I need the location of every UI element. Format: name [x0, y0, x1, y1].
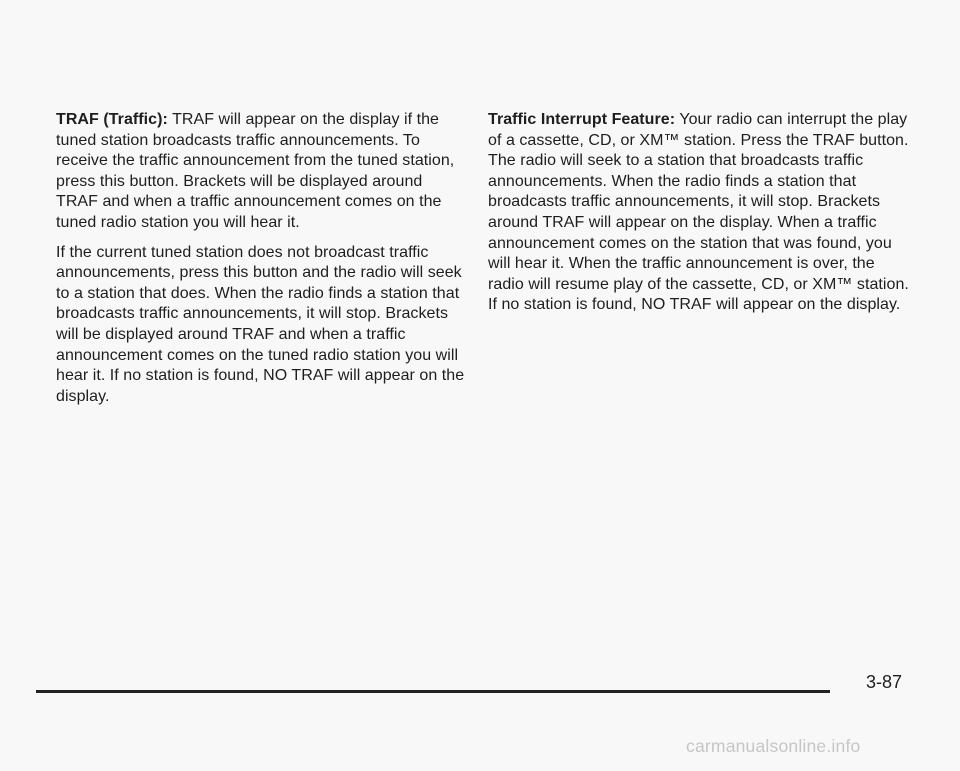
traf-term: TRAF (Traffic): [56, 111, 168, 128]
traf-description: TRAF will appear on the display if the tuned station broadcasts traffic announcements. To receive the traffic announcement from the tuned station, press this button. Brackets will be displayed around TRAF and when a traffic announcement comes on the tuned radio station you will hear it. [56, 111, 455, 231]
watermark-text: carmanualsonline.info [686, 736, 861, 756]
page-number: 3-87 [866, 672, 903, 692]
traffic-interrupt-term: Traffic Interrupt Feature: [488, 111, 676, 128]
right-column [488, 110, 914, 325]
traffic-interrupt-paragraph [488, 110, 914, 316]
traf-seek-paragraph: If the current tuned station does not broadcast traffic announcements, press this button and the radio will seek to a station that does. When the radio finds a station that broadcasts traffic announcements, it will stop. Brackets will be displayed around TRAF and when a traffic announcement comes on the tuned radio station you will hear it. If no station is found, NO TRAF will appear on the display. [56, 243, 465, 405]
left-column [56, 110, 466, 416]
traffic-interrupt-description: Your radio can interrupt the play of a cassette, CD, or XM™ station. Press the TRAF button. The radio will seek to a station that broadcasts traffic announcements. When the radio finds a station that broadcasts traffic announcements, it will stop. Brackets around TRAF will appear on the display. When a traffic announcement comes on the station that was found, you will hear it. When the traffic announcement is over, the radio will resume play of the cassette, CD, or XM™ station. If no station is found, NO TRAF will appear on the display. [488, 111, 909, 314]
footer-rule [36, 690, 830, 693]
traf-paragraph [56, 110, 466, 234]
